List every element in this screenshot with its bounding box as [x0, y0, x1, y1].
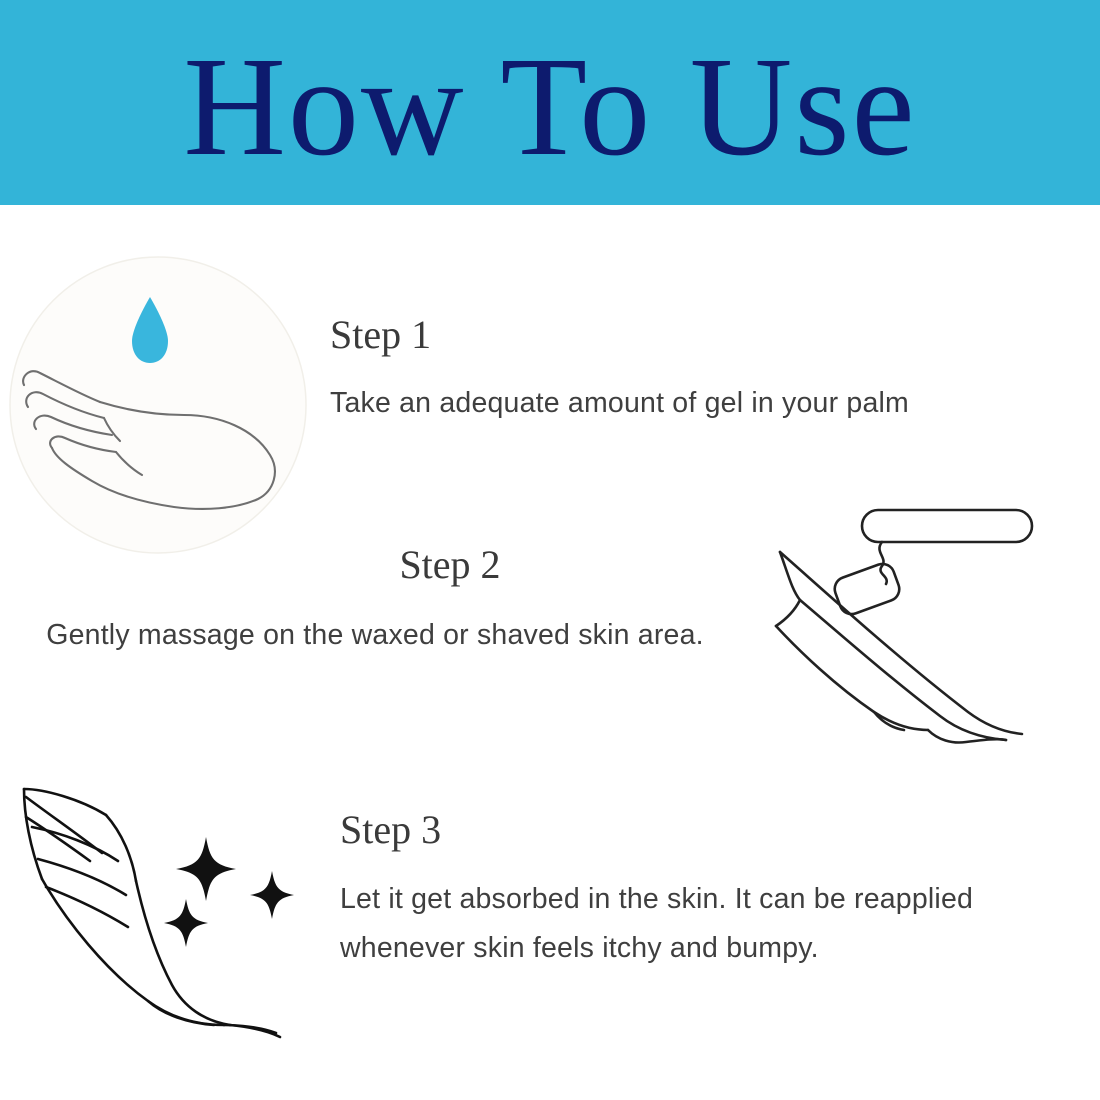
step-3-text-block: [340, 807, 1000, 973]
step-1-text-block: [330, 312, 1070, 428]
step-2-text-block: [20, 542, 730, 660]
step-1-text: Take an adequate amount of gel in your palm: [330, 387, 909, 419]
steps-container: [0, 205, 1100, 1100]
step-3-text: Let it get absorbed in the skin. It can be reapplied whenever skin feels itchy and bumpy.: [340, 883, 974, 965]
step-2-text: Gently massage on the waxed or shaved skin area.: [46, 619, 704, 651]
header-banner: [0, 0, 1100, 205]
step-3-label: Step 3: [340, 807, 442, 852]
smooth-leg-sparkles-icon: [10, 775, 340, 1050]
step-2-label: Step 2: [399, 542, 501, 587]
step-1-label: Step 1: [330, 312, 432, 357]
leg-with-wax-strip-icon: [770, 500, 1060, 750]
sparkle-group-icon: [164, 837, 294, 947]
hand-with-gel-drop-icon: [8, 255, 308, 555]
page-title: How To Use: [183, 26, 917, 185]
